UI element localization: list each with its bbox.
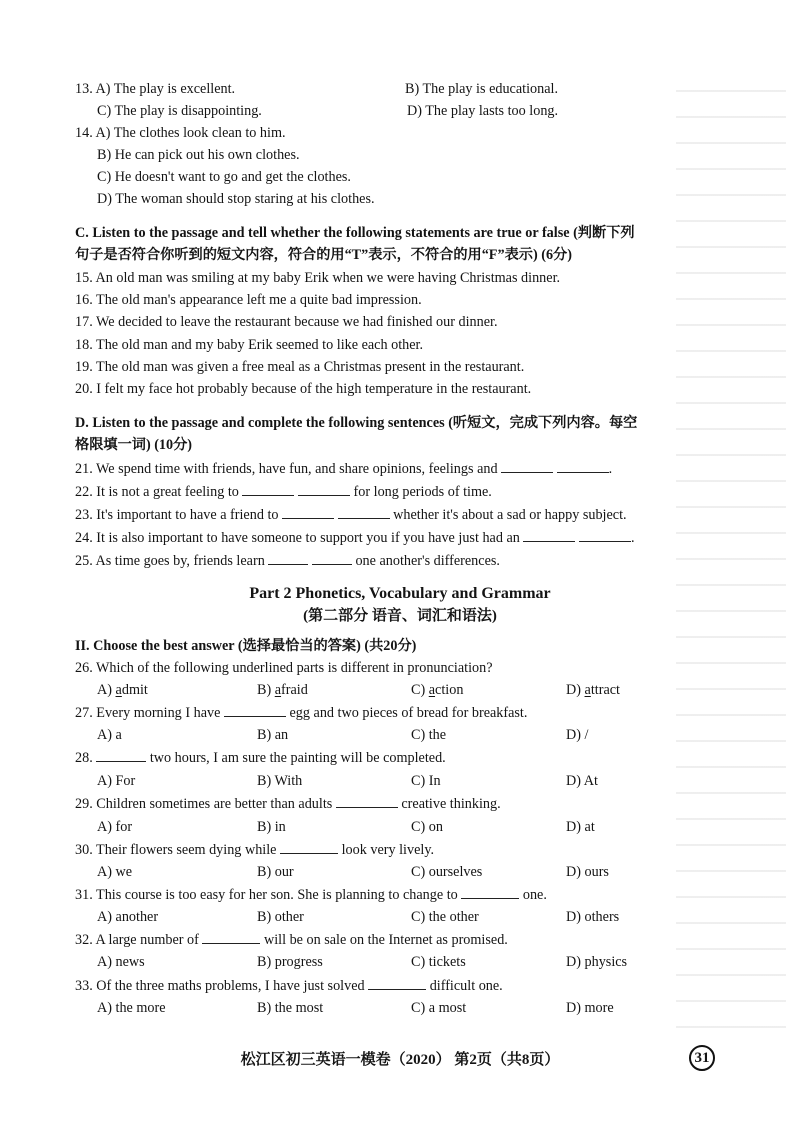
q26-a-underlined: a (115, 682, 122, 698)
q32-option-b: B) progress (257, 954, 323, 970)
q15-statement: 15. An old man was smiling at my baby Erik when we were having Christmas dinner. (75, 270, 561, 286)
q28-option-c: C) In (411, 773, 441, 789)
q31-blank[interactable] (461, 886, 519, 899)
q22-blank-1[interactable] (242, 483, 294, 496)
q32-stem-start: 32. A large number of (75, 932, 199, 948)
q21-blank-1[interactable] (501, 460, 553, 473)
q13-option-b: B) The play is educational. (405, 81, 559, 97)
q23-blank-1[interactable] (282, 506, 334, 519)
q26-b-label: B) (257, 682, 275, 698)
q30-option-d: D) ours (566, 864, 609, 880)
q33-stem-end: difficult one. (429, 978, 503, 994)
q21-end: . (608, 461, 613, 477)
q26-a-rest: dmit (121, 682, 148, 698)
bleed-through-text (676, 72, 786, 1052)
section-ii-heading: II. Choose the best answer (选择最恰当的答案) (共20分) (75, 638, 417, 654)
q29-option-d: D) at (566, 819, 595, 835)
q31-option-b: B) other (257, 909, 304, 925)
q26-a-label: A) (97, 682, 116, 698)
q14-option-c: C) He doesn't want to go and get the clothes. (97, 169, 351, 185)
q24-sentence (75, 529, 635, 547)
q29-option-c: C) on (411, 819, 443, 835)
q27-option-d: D) / (566, 727, 589, 743)
q26-option-c (411, 681, 463, 699)
q28-stem (75, 749, 446, 767)
q28-stem-end: two hours, I am sure the painting will be completed. (149, 750, 446, 766)
q27-option-b: B) an (257, 727, 289, 743)
q29-blank[interactable] (336, 795, 398, 808)
q16-statement: 16. The old man's appearance left me a quite bad impression. (75, 292, 422, 308)
q21-text: 21. We spend time with friends, have fun, and share opinions, feelings and (75, 461, 498, 477)
q14-option-b: B) He can pick out his own clothes. (97, 147, 300, 163)
q25-blank-2[interactable] (312, 552, 352, 565)
q32-stem-end: will be on sale on the Internet as promised. (263, 932, 508, 948)
q32-stem (75, 931, 508, 949)
q21-sentence (75, 460, 612, 478)
q27-blank[interactable] (224, 704, 286, 717)
q14-option-a: 14. A) The clothes look clean to him. (75, 125, 286, 141)
q27-stem (75, 704, 527, 722)
page-footer: 松江区初三英语一模卷（2020） 第2页（共8页） (240, 1052, 560, 1068)
q25-text-end: one another's differences. (355, 553, 500, 569)
part-2-subtitle: (第二部分 语音、词汇和语法) (303, 608, 497, 624)
q19-statement: 19. The old man was given a free meal as a Christmas present in the restaurant. (75, 359, 525, 375)
q24-blank-2[interactable] (579, 529, 631, 542)
q24-blank-1[interactable] (523, 529, 575, 542)
q20-statement: 20. I felt my face hot probably because of the high temperature in the restaurant. (75, 381, 532, 397)
section-c-heading-line1: C. Listen to the passage and tell whether the following statements are true or false (判断下列 (75, 225, 635, 241)
q26-c-rest: ction (435, 682, 464, 698)
q26-option-a (97, 681, 148, 699)
q26-stem: 26. Which of the following underlined parts is different in pronunciation? (75, 660, 493, 676)
q33-blank[interactable] (368, 977, 426, 990)
q30-stem-end: look very lively. (341, 842, 435, 858)
q22-text: 22. It is not a great feeling to (75, 484, 239, 500)
q26-d-label: D) (566, 682, 585, 698)
q22-blank-2[interactable] (298, 483, 350, 496)
q29-option-b: B) in (257, 819, 286, 835)
q31-stem (75, 886, 547, 904)
q32-option-a: A) news (97, 954, 145, 970)
q26-option-d (566, 681, 620, 699)
q32-blank[interactable] (202, 931, 260, 944)
q23-text-end: whether it's about a sad or happy subject. (393, 507, 627, 523)
section-d-heading-line2: 格限填一词) (10分) (75, 437, 193, 453)
q13-option-d: D) The play lasts too long. (407, 103, 559, 119)
q29-stem-end: creative thinking. (401, 796, 501, 812)
section-c-heading-line2: 句子是否符合你听到的短文内容，符合的用“T”表示，不符合的用“F”表示) (6分) (75, 247, 572, 263)
q23-blank-2[interactable] (338, 506, 390, 519)
q27-option-c: C) the (411, 727, 447, 743)
q30-blank[interactable] (280, 841, 338, 854)
q27-stem-start: 27. Every morning I have (75, 705, 221, 721)
q18-statement: 18. The old man and my baby Erik seemed to like each other. (75, 337, 424, 353)
q26-c-label: C) (411, 682, 429, 698)
q31-stem-start: 31. This course is too easy for her son. She is planning to change to (75, 887, 458, 903)
q29-stem (75, 795, 501, 813)
q24-end: . (630, 530, 635, 546)
q28-blank[interactable] (96, 749, 146, 762)
q13-option-a: 13. A) The play is excellent. (75, 81, 236, 97)
q31-option-a: A) another (97, 909, 159, 925)
q27-stem-end: egg and two pieces of bread for breakfast. (289, 705, 528, 721)
q26-d-underlined: a (584, 682, 591, 698)
q30-option-b: B) our (257, 864, 294, 880)
q32-option-c: C) tickets (411, 954, 466, 970)
q28-option-b: B) With (257, 773, 303, 789)
q28-option-d: D) At (566, 773, 598, 789)
q22-text-end: for long periods of time. (353, 484, 492, 500)
q28-option-a: A) For (97, 773, 136, 789)
q26-d-rest: ttract (590, 682, 620, 698)
q33-option-b: B) the most (257, 1000, 324, 1016)
part-2-title: Part 2 Phonetics, Vocabulary and Grammar (249, 585, 551, 602)
q28-stem-start: 28. (75, 750, 93, 766)
q31-stem-end: one. (522, 887, 547, 903)
q17-statement: 17. We decided to leave the restaurant because we had finished our dinner. (75, 314, 498, 330)
q29-stem-start: 29. Children sometimes are better than adults (75, 796, 333, 812)
q33-stem (75, 977, 503, 995)
q27-option-a: A) a (97, 727, 122, 743)
q30-option-a: A) we (97, 864, 133, 880)
q25-text: 25. As time goes by, friends learn (75, 553, 265, 569)
q24-text: 24. It is also important to have someone to support you if you have just had an (75, 530, 520, 546)
q14-option-d: D) The woman should stop staring at his clothes. (97, 191, 375, 207)
q26-b-underlined: a (274, 682, 282, 698)
q26-option-b (257, 681, 308, 699)
q30-option-c: C) ourselves (411, 864, 483, 880)
q30-stem (75, 841, 434, 859)
q30-stem-start: 30. Their flowers seem dying while (75, 842, 277, 858)
q23-text: 23. It's important to have a friend to (75, 507, 279, 523)
page-number-badge: 31 (689, 1045, 715, 1071)
q21-blank-2[interactable] (557, 460, 609, 473)
q33-option-a: A) the more (97, 1000, 166, 1016)
q26-c-underlined: a (428, 682, 436, 698)
q29-option-a: A) for (97, 819, 133, 835)
q25-blank-1[interactable] (268, 552, 308, 565)
q33-stem-start: 33. Of the three maths problems, I have just solved (75, 978, 365, 994)
q32-option-d: D) physics (566, 954, 628, 970)
q26-b-rest: fraid (281, 682, 308, 698)
q31-option-c: C) the other (411, 909, 479, 925)
q23-sentence (75, 506, 627, 524)
q13-option-c: C) The play is disappointing. (97, 103, 262, 119)
q31-option-d: D) others (566, 909, 620, 925)
section-d-heading-line1: D. Listen to the passage and complete the following sentences (听短文，完成下列内容。每空 (75, 415, 638, 431)
q22-sentence (75, 483, 492, 501)
q33-option-d: D) more (566, 1000, 614, 1016)
q33-option-c: C) a most (411, 1000, 467, 1016)
q25-sentence (75, 552, 500, 570)
